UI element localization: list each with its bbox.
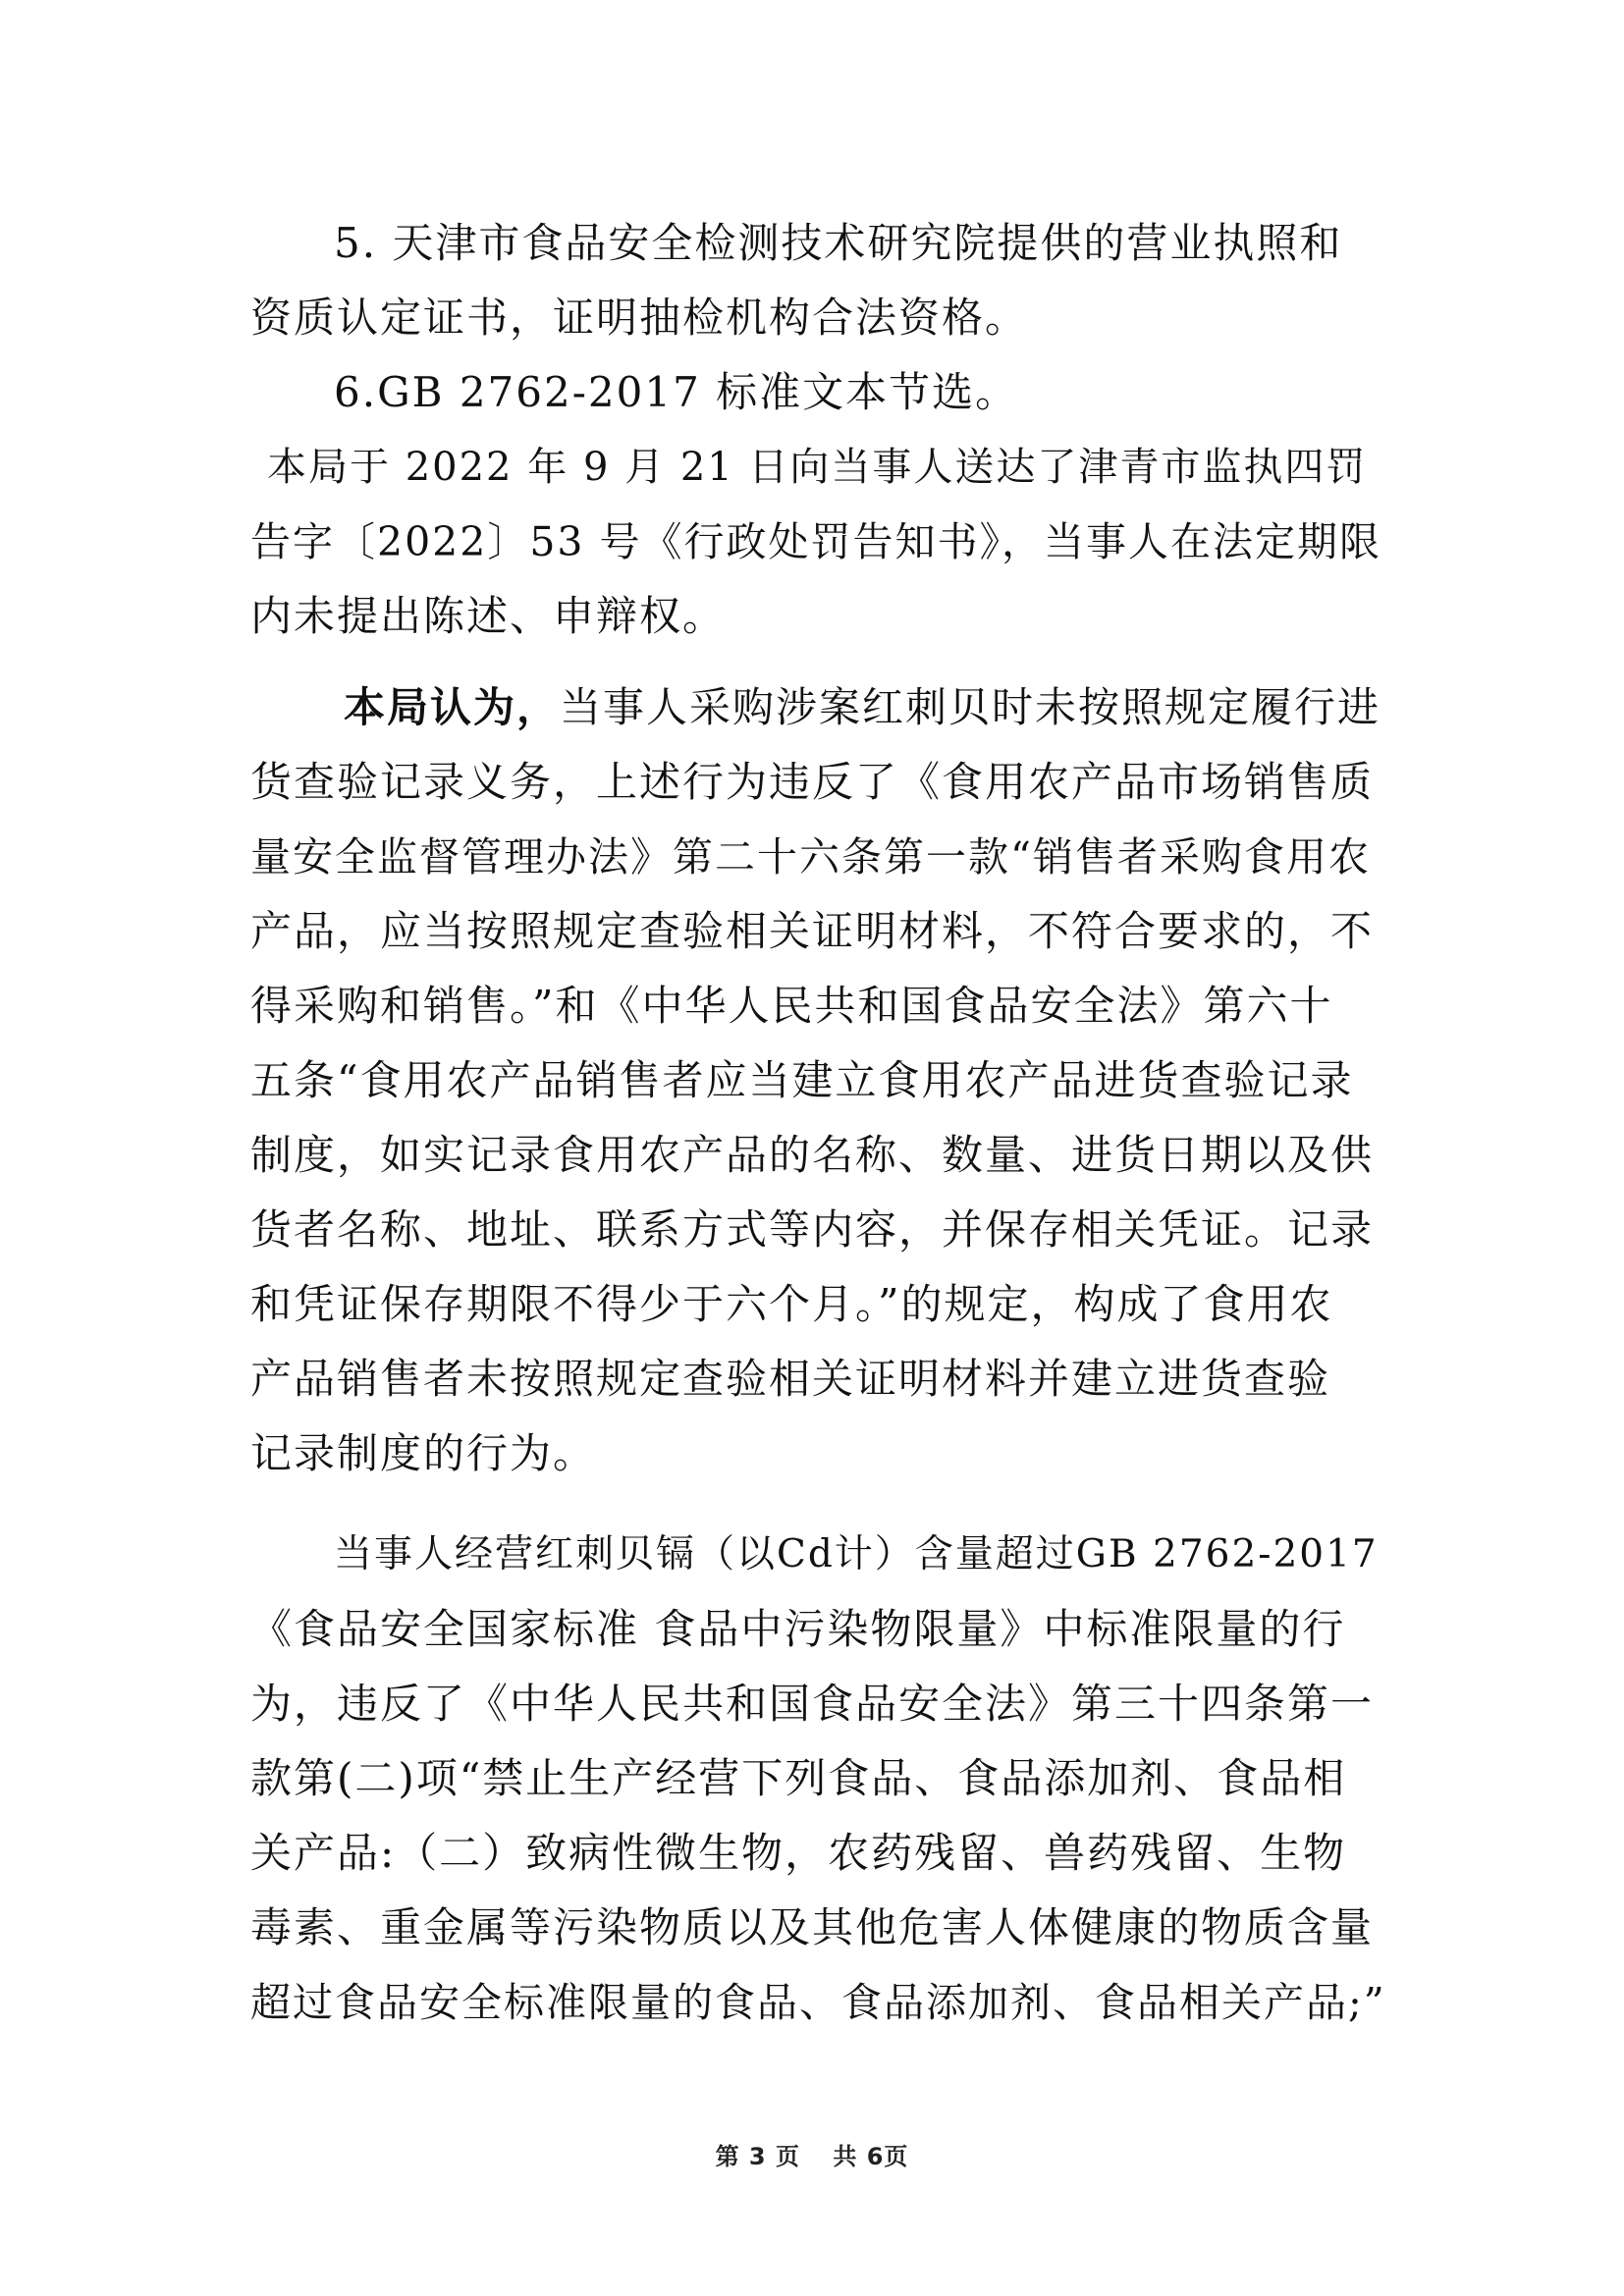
finding-line6: 五条“食用农产品销售者应当建立食用农产品进货查验记录 bbox=[250, 1056, 1354, 1104]
finding-line10: 产品销售者未按照规定查验相关证明材料并建立进货查验 bbox=[250, 1355, 1331, 1403]
item5-line2: 资质认定证书，证明抽检机构合法资格。 bbox=[250, 294, 1029, 342]
finding-lead: 本局认为， bbox=[344, 683, 561, 731]
cadmium-line3: 为，违反了《中华人民共和国食品安全法》第三十四条第一 bbox=[250, 1680, 1375, 1728]
finding-line5: 得采购和销售。”和《中华人民共和国食品安全法》第六十 bbox=[250, 982, 1333, 1030]
cadmium-line4: 款第(二)项“禁止生产经营下列食品、食品添加剂、食品相 bbox=[250, 1754, 1347, 1802]
finding-line9: 和凭证保存期限不得少于六个月。”的规定，构成了食用农 bbox=[250, 1280, 1333, 1328]
finding-line3: 量安全监督管理办法》第二十六条第一款“销售者采购食用农 bbox=[250, 833, 1371, 881]
page-number: 第 3 页 bbox=[715, 2143, 800, 2170]
finding-line2: 货查验记录义务，上述行为违反了《食用农产品市场销售质 bbox=[250, 758, 1375, 806]
page-footer bbox=[0, 2137, 1624, 2171]
finding-line7: 制度，如实记录食用农产品的名称、数量、进货日期以及供 bbox=[250, 1131, 1375, 1179]
finding-line11: 记录制度的行为。 bbox=[250, 1429, 597, 1477]
cadmium-line6: 毒素、重金属等污染物质以及其他危害人体健康的物质含量 bbox=[250, 1903, 1375, 1951]
item5-line1: 5. 天津市食品安全检测技术研究院提供的营业执照和 bbox=[334, 219, 1343, 267]
notice-line2: 告字〔2022〕53 号《行政处罚告知书》，当事人在法定期限 bbox=[250, 518, 1382, 565]
cadmium-line5: 关产品:（二）致病性微生物，农药残留、兽药残留、生物 bbox=[250, 1829, 1347, 1877]
notice-line3: 内未提出陈述、申辩权。 bbox=[250, 592, 727, 640]
finding-line4: 产品，应当按照规定查验相关证明材料，不符合要求的，不 bbox=[250, 907, 1375, 955]
finding-line8: 货者名称、地址、联系方式等内容，并保存相关凭证。记录 bbox=[250, 1205, 1375, 1254]
item6-line: 6.GB 2762-2017 标准文本节选。 bbox=[334, 368, 1019, 416]
finding-line1-text: 当事人采购涉案红刺贝时未按照规定履行进 bbox=[560, 683, 1381, 731]
finding-line1 bbox=[344, 680, 1389, 735]
cadmium-line2: 《食品安全国家标准 食品中污染物限量》中标准限量的行 bbox=[250, 1605, 1346, 1653]
cadmium-line1: 当事人经营红刺贝镉（以Cd计）含量超过GB 2762-2017 bbox=[334, 1532, 1379, 1576]
notice-line1: 本局于 2022 年 9 月 21 日向当事人送达了津青市监执四罚 bbox=[267, 445, 1368, 490]
page-total: 共 6页 bbox=[833, 2143, 909, 2170]
cadmium-line7: 超过食品安全标准限量的食品、食品添加剂、食品相关产品;” bbox=[250, 1979, 1386, 2026]
